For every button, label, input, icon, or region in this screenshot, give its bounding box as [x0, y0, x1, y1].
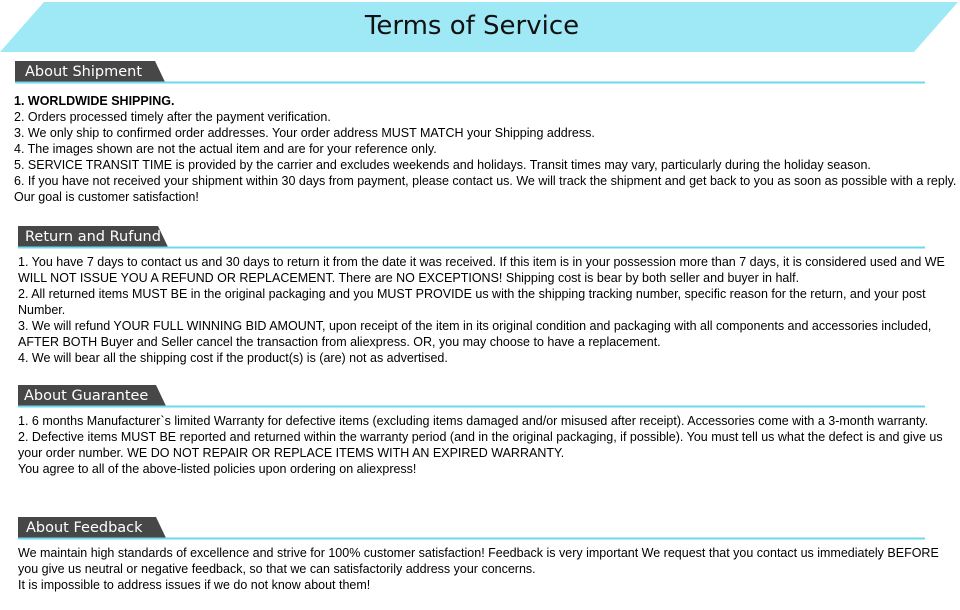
section-heading: About Feedback: [26, 520, 143, 536]
list-item: It is impossible to address issues if we do not know about them!: [18, 578, 371, 592]
list-item: You agree to all of the above-listed policies upon ordering on aliexpress!: [18, 462, 417, 476]
section-header: [0, 517, 960, 539]
list-item: 2. All returned items MUST BE in the original packaging and you MUST PROVIDE us with the shipping tracking number, specific reason for the return, and your post Number.: [18, 287, 926, 317]
list-item: 4. We will bear all the shipping cost if the product(s) is (are) not as advertised.: [18, 351, 448, 365]
section-heading: Return and Rufund: [25, 229, 161, 245]
section-header: [0, 226, 960, 248]
section-shipment: [0, 61, 960, 205]
list-item: 6. If you have not received your shipment within 30 days from payment, please contact us. We will track the shipment and get back to you as soon as possible with a reply. Our goal is customer satisfaction!: [14, 174, 957, 204]
page-title: Terms of Service: [364, 11, 580, 41]
section-return: [0, 226, 960, 366]
list-item: We maintain high standards of excellence and strive for 100% customer satisfaction! Feedback is very important We request that you contact us immediately BEFORE you give us neutral or negative feedback, so that we can satisfactorily address your concerns.: [18, 546, 939, 576]
list-item: 1. 6 months Manufacturer`s limited Warranty for defective items (excluding items damaged and/or misused after receipt). Accessories come with a 3-month warranty.: [18, 414, 929, 428]
section-heading: About Shipment: [25, 64, 143, 80]
list-item: 2. Orders processed timely after the payment verification.: [14, 110, 331, 124]
list-item: 1. WORLDWIDE SHIPPING.: [14, 94, 175, 108]
list-item: 5. SERVICE TRANSIT TIME is provided by the carrier and excludes weekends and holidays. Transit times may vary, particularly during the holiday season.: [14, 158, 871, 172]
list-item: 3. We only ship to confirmed order addresses. Your order address MUST MATCH your Shipping address.: [14, 126, 595, 140]
list-item: 2. Defective items MUST BE reported and returned within the warranty period (and in the original packaging, if possible). You must tell us what the defect is and give us your order number. WE DO NOT REPAIR OR REPLACE ITEMS WITH AN EXPIRED WARRANTY.: [18, 430, 943, 460]
section-header: [0, 385, 960, 407]
title-banner: [0, 0, 960, 52]
section-tab-shape: [0, 61, 960, 85]
section-heading: About Guarantee: [24, 388, 149, 404]
section-header: [0, 61, 960, 83]
section-tab-shape: [0, 517, 960, 541]
list-item: 1. You have 7 days to contact us and 30 days to return it from the date it was received. If this item is in your possession more than 7 days, it is considered used and WE WILL NOT ISSUE YOU A REFUND OR REPLACEMENT. There are NO EXCEPTIONS! Shipping cost is bear by both seller and buyer in half.: [18, 255, 945, 285]
list-item: 4. The images shown are not the actual item and are for your reference only.: [14, 142, 437, 156]
section-feedback: [0, 517, 960, 593]
list-item: 3. We will refund YOUR FULL WINNING BID AMOUNT, upon receipt of the item in its original condition and packaging with all components and accessories included, AFTER BOTH Buyer and Seller cancel the transaction from aliexpress. OR, you may choose to have a replacement.: [18, 319, 932, 349]
section-guarantee: [0, 385, 960, 477]
